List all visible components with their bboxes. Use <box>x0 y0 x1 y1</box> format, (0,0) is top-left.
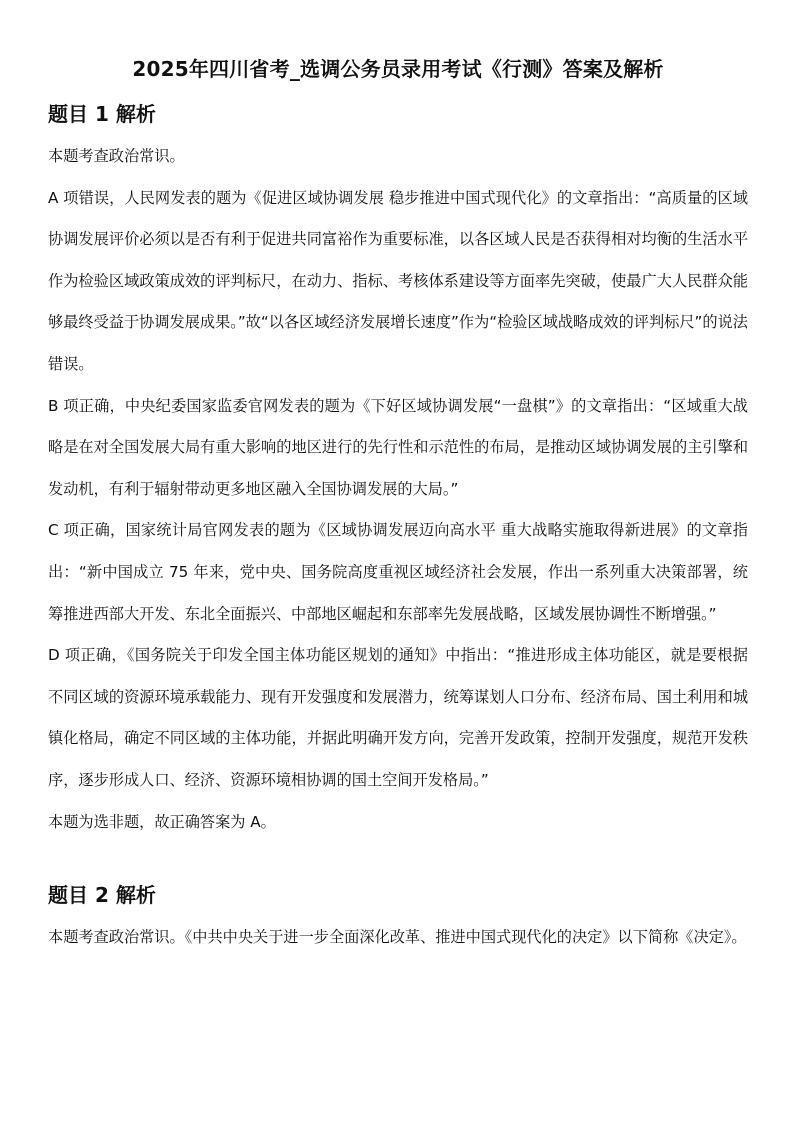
question-2-paragraph-1: 本题考查政治常识。《中共中央关于进一步全面深化改革、推进中国式现代化的决定》以下简称《决定》。 <box>48 928 747 947</box>
question-1-paragraph-option-a: A 项错误，人民网发表的题为《促进区域协调发展 稳步推进中国式现代化》的文章指出：“高质量的区域协调发展评价必须以是否有利于促进共同富裕作为重要标准，以各区域人民是否获得相对均衡的生活水平作为检验区域政策成效的评判标尺，在动力、指标、考核体系建设等方面率先突破，使最广大人民群众能够最终受益于协调发展成果。”故“以各区域经济发展增长速度”作为“检验区域战略成效的评判标尺”的说法错误。 <box>48 188 748 373</box>
question-2-section <box>48 879 748 959</box>
document-title: 2025年四川省考_选调公务员录用考试《行测》答案及解析 <box>132 57 664 81</box>
question-1-heading: 题目 1 解析 <box>48 102 156 126</box>
question-1-paragraph-option-d: D 项正确，《国务院关于印发全国主体功能区规划的通知》中指出：“推进形成主体功能区，就是要根据不同区域的资源环境承载能力、现有开发强度和发展潜力，统筹谋划人口分布、经济布局、国土利用和城镇化格局，确定不同区域的主体功能，并据此明确开发方向，完善开发政策，控制开发强度，规范开发秩序，逐步形成人口、经济、资源环境相协调的国土空间开发格局。” <box>48 646 748 789</box>
question-1-paragraph-option-c: C 项正确，国家统计局官网发表的题为《区域协调发展迈向高水平 重大战略实施取得新进展》的文章指出：“新中国成立 75 年来，党中央、国务院高度重视区域经济社会发展，作出一系列重大决策部署，统筹推进西部大开发、东北全面振兴、中部地区崛起和东部率先发展战略，区域发展协调性不断增强。” <box>48 521 748 623</box>
question-1-paragraph-1: 本题考查政治常识。 <box>48 147 185 165</box>
question-2-heading: 题目 2 解析 <box>48 883 156 908</box>
question-1-answer: 本题为选非题，故正确答案为 A。 <box>48 812 276 831</box>
question-1-paragraph-option-b: B 项正确，中央纪委国家监委官网发表的题为《下好区域协调发展“一盘棋”》的文章指出：“区域重大战略是在对全国发展大局有重大影响的地区进行的先行性和示范性的布局，是推动区域协调发展的主引擎和发动机，有利于辐射带动更多地区融入全国协调发展的大局。” <box>48 396 748 498</box>
question-1-section <box>48 98 748 843</box>
